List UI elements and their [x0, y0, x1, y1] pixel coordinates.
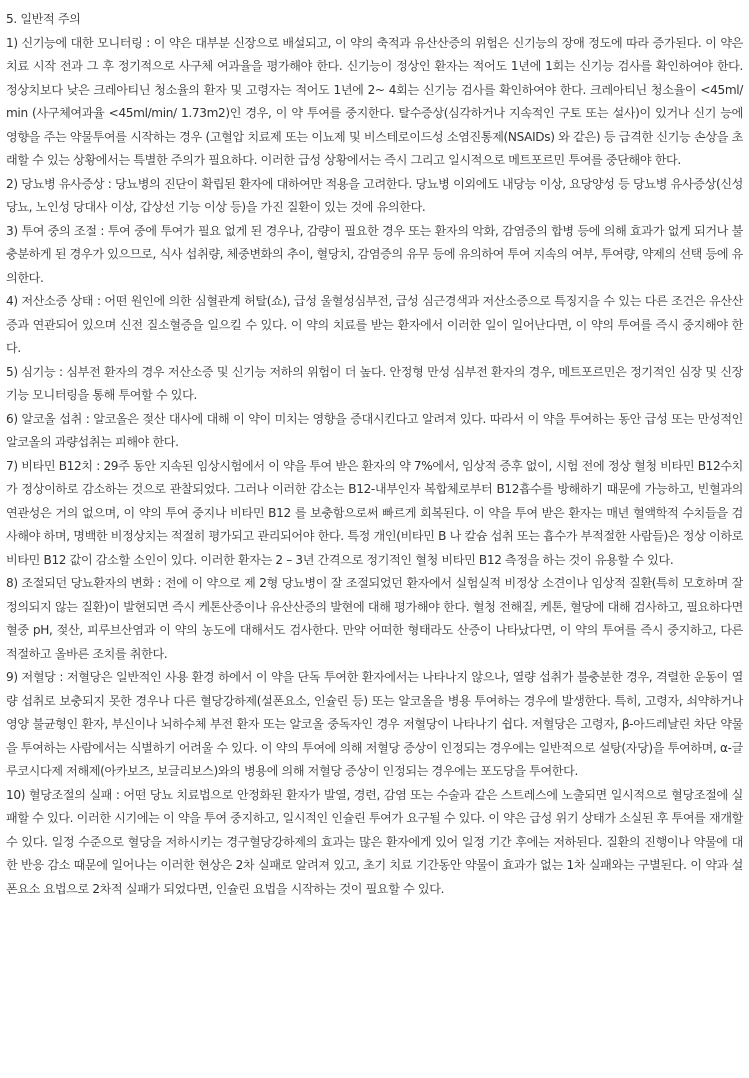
section-title: 5. 일반적 주의: [6, 12, 81, 26]
paragraph-cardiac-function: 5) 심기능 : 심부전 환자의 경우 저산소증 및 신기능 저하의 위험이 더 높다. 안정형 만성 심부전 환자의 경우, 메트포르민은 정기적인 심장 및 신장기능 모니터링을 통해 투여할 수 있다.: [6, 364, 743, 402]
paragraph-renal-monitoring: 1) 신기능에 대한 모니터링 : 이 약은 대부분 신장으로 배설되고, 이 약의 축적과 유산산증의 위험은 신기능의 장애 정도에 따라 증가된다. 이 약은 치료 시작 전과 그 후 정기적으로 사구체 여과율을 평가해야 한다. 신기능이 정상인 환자는 적어도 1년에 1회는 신기능 검사를 확인하여야 한다. 정상치보다 낮은 크레아티닌 청소율의 환자 및 고령자는 적어도 1년에 2~ 4회는 신기능 검사를 확인하여야 한다. 크레아티닌 청소율이 <45ml/min (사구체여과율 <45ml/min/ 1.73m2)인 경우, 이 약 투여를 중지한다. 탈수증상(심각하거나 지속적인 구토 또는 설사)이 있거나 신기 능에 영향을 주는 약물투여를 시작하는 경우 (고혈압 치료제 또는 이뇨제 및 비스테로이드성 소염진통제(NSAIDs) 와 같은) 등 급격한 신기능 손상을 초래할 수 있는 상황에서는 특별한 주의가 필요하다. 이러한 급성 상황에서는 즉시 그리고 일시적으로 메트포르민 투여를 중단해야 한다.: [6, 35, 743, 167]
paragraph-dose-adjustment: 3) 투여 중의 조절 : 투여 중에 투여가 필요 없게 된 경우나, 감량이 필요한 경우 또는 환자의 악화, 감염증의 합병 등에 의해 효과가 없게 되거나 불충분하게 된 경우가 있으므로, 식사 섭취량, 체중변화의 추이, 혈당치, 감염증의 유무 등에 유의하여 투여 지속의 여부, 투여량, 약제의 선택 등에 유의한다.: [6, 223, 743, 285]
paragraph-hypoxia: 4) 저산소증 상태 : 어떤 원인에 의한 심혈관계 허탈(쇼), 급성 울혈성심부전, 급성 심근경색과 저산소증으로 특징지을 수 있는 다른 조건은 유산산증과 연관되어 있으며 신전 질소혈증을 일으킬 수 있다. 이 약의 치료를 받는 환자에서 이러한 일이 일어난다면, 이 약의 투여를 즉시 중지해야 한다.: [6, 294, 743, 355]
paragraph-hypoglycemia: 9) 저혈당 : 저혈당은 일반적인 사용 환경 하에서 이 약을 단독 투여한 환자에서는 나타나지 않으나, 열량 섭취가 불충분한 경우, 격렬한 운동이 열량 섭취로 보충되지 못한 경우나 다른 혈당강하제(설폰요소, 인슐린 등) 또는 알코올을 병용 투여하는 경우에 발생한다. 특히, 고령자, 쇠약하거나 영양 불균형인 환자, 부신이나 뇌하수체 부전 환자 또는 알코올 중독자인 경우 저혈당이 나타나기 쉽다. 저혈당은 고령자, β-아드레날린 차단 약물을 투여하는 사람에서는 식별하기 어려울 수 있다. 이 약의 투여에 의해 저혈당 증상이 인정되는 경우에는 일반적으로 설탕(자당)을 투여하며, α-글루코시다제 저해제(아카보즈, 보글리보스)와의 병용에 의해 저혈당 증상이 인정되는 경우에는 포도당을 투여한다.: [6, 670, 743, 778]
paragraph-diabetes-like-symptoms: 2) 당뇨병 유사증상 : 당뇨병의 진단이 확립된 환자에 대하여만 적용을 고려한다. 당뇨병 이외에도 내당능 이상, 요당양성 등 당뇨병 유사증상(신성 당뇨, 노인성 당대사 이상, 갑상선 기능 이상 등)을 가진 질환이 있는 것에 유의한다.: [6, 176, 743, 214]
paragraph-controlled-patient-change: 8) 조절되던 당뇨환자의 변화 : 전에 이 약으로 제 2형 당뇨병이 잘 조절되었던 환자에서 실험실적 비정상 소견이나 임상적 질환(특히 모호하며 잘 정의되지 않는 질환)이 발현되면 즉시 케톤산증이나 유산산증의 발현에 대해 평가해야 한다. 혈청 전해질, 케톤, 혈당에 대해 검사하고, 필요하다면 혈중 pH, 젖산, 피루브산염과 이 약의 농도에 대해서도 검사한다. 만약 어떠한 형태라도 산증이 나타났다면, 이 약의 투여를 즉시 중지하고, 다른 적절하고 올바른 조치를 취한다.: [6, 576, 743, 661]
paragraph-glycemic-control-failure: 10) 혈당조절의 실패 : 어떤 당뇨 치료법으로 안정화된 환자가 발열, 경련, 감염 또는 수술과 같은 스트레스에 노출되면 일시적으로 혈당조절에 실패할 수 있다. 이러한 시기에는 이 약을 투여 중지하고, 일시적인 인슐린 투여가 요구될 수 있다. 이 약은 급성 위기 상태가 소실된 후 투여를 재개할 수 있다. 일정 수준으로 혈당을 저하시키는 경구혈당강하제의 효과는 많은 환자에게 있어 일정 기간 후에는 저하된다. 질환의 진행이나 약물에 대한 반응 감소 때문에 일어나는 이러한 현상은 2차 실패로 알려져 있고, 초기 치료 기간동안 약물이 효과가 없는 1차 실패와는 구별된다. 이 약과 설폰요소 요법으로 2차적 실패가 되었다면, 인슐린 요법을 시작하는 것이 필요할 수 있다.: [6, 787, 743, 896]
paragraph-vitamin-b12: 7) 비타민 B12치 : 29주 동안 지속된 임상시험에서 이 약을 투여 받은 환자의 약 7%에서, 임상적 증후 없이, 시험 전에 정상 혈청 비타민 B12수치가 정상이하로 감소하는 것으로 관찰되었다. 그러나 이러한 감소는 B12-내부인자 복합체로부터 B12흡수를 방해하기 때문에 가능하고, 빈혈과의 연관성은 거의 없으며, 이 약의 투여 중지나 비타민 B12 를 보충함으로써 빠르게 회복된다. 이 약을 투여 받은 환자는 매년 혈액학적 수치들을 검사해야 하며, 명백한 비정상치는 적절히 평가되고 관리되어야 한다. 특정 개인(비타민 B 나 칼슘 섭취 또는 흡수가 부적절한 사람들)은 정상 이하로 비타민 B12 값이 감소할 소인이 있다. 이러한 환자는 2 – 3년 간격으로 정기적인 혈청 비타민 B12 측정을 하는 것이 유용할 수 있다.: [6, 458, 743, 567]
paragraph-alcohol-intake: 6) 알코올 섭취 : 알코올은 젖산 대사에 대해 이 약이 미치는 영향을 증대시킨다고 알려져 있다. 따라서 이 약을 투여하는 동안 급성 또는 만성적인 알코올의 과량섭취는 피해야 한다.: [6, 411, 743, 449]
